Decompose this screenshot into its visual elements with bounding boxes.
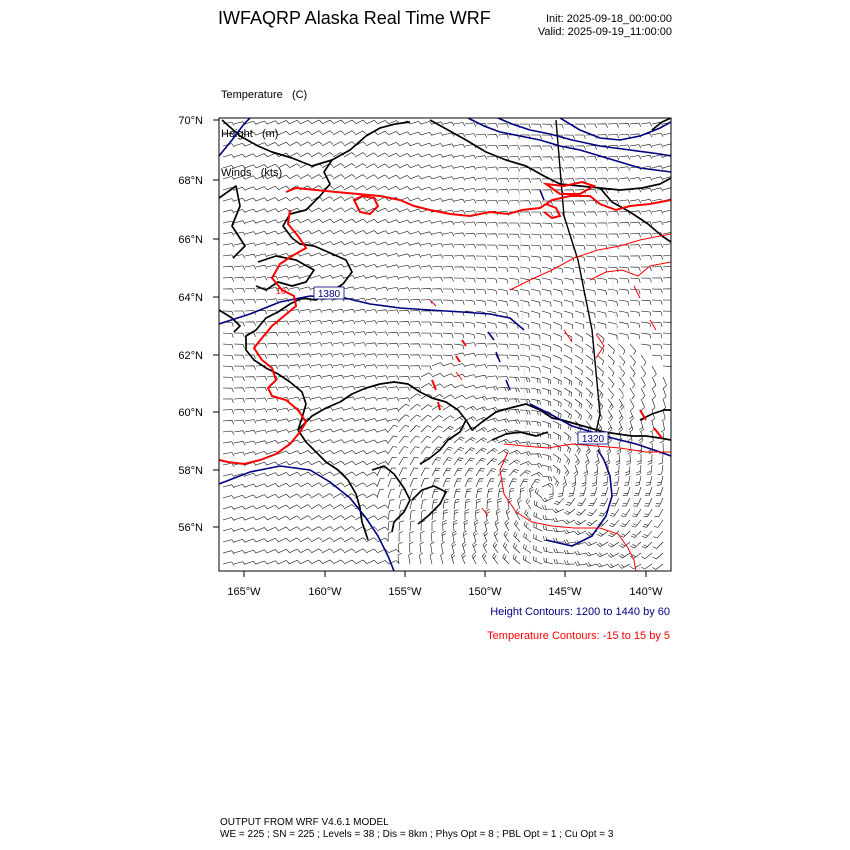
field-unit: (C) (291, 89, 308, 101)
longitude-labels (227, 586, 663, 598)
field-unit: (m) (261, 128, 279, 140)
wind-barb-field (223, 120, 674, 570)
field-name: Height (221, 128, 253, 140)
contour-label-1320: 1320 (581, 434, 605, 445)
lat-label: 58°N (178, 465, 203, 477)
lon-label: 165°W (227, 586, 261, 598)
plot-title: IWFAQRP Alaska Real Time WRF (218, 8, 491, 28)
contour-label-temp: 10 (275, 286, 287, 296)
lat-label: 62°N (178, 350, 203, 362)
lat-label: 60°N (178, 407, 203, 419)
lat-label: 64°N (178, 292, 203, 304)
init-time: Init: 2025-09-18_00:00:00 (546, 13, 672, 25)
lat-label: 66°N (178, 234, 203, 246)
wind-barbs (223, 120, 674, 570)
lat-label: 68°N (178, 175, 203, 187)
footer-line-2: WE = 225 ; SN = 225 ; Levels = 38 ; Dis = 8km ; Phys Opt = 8 ; PBL Opt = 1 ; Cu Opt = 3 (220, 829, 614, 840)
lon-label: 140°W (629, 586, 663, 598)
lon-label: 145°W (548, 586, 582, 598)
footer-line-1: OUTPUT FROM WRF V4.6.1 MODEL (220, 817, 389, 828)
valid-time: Valid: 2025-09-19_11:00:00 (537, 26, 672, 38)
contour-label-1380: 1380 (317, 289, 341, 300)
height-contour-legend: Height Contours: 1200 to 1440 by 60 (490, 606, 670, 618)
border-line (556, 120, 600, 432)
map-area (219, 118, 674, 571)
lon-label: 150°W (468, 586, 502, 598)
latitude-axis (213, 120, 219, 527)
temperature-contours (219, 182, 671, 464)
lon-label: 155°W (388, 586, 422, 598)
field-name: Winds (221, 167, 252, 179)
longitude-axis (244, 571, 646, 577)
temperature-contour-legend: Temperature Contours: -15 to 15 by 5 (487, 630, 670, 642)
model-footer (220, 817, 613, 841)
lon-label: 160°W (308, 586, 342, 598)
field-unit: (kts) (260, 167, 283, 179)
latitude-labels (178, 115, 203, 534)
lat-label: 70°N (178, 115, 203, 127)
field-name: Temperature (221, 89, 283, 101)
lat-label: 56°N (178, 522, 203, 534)
